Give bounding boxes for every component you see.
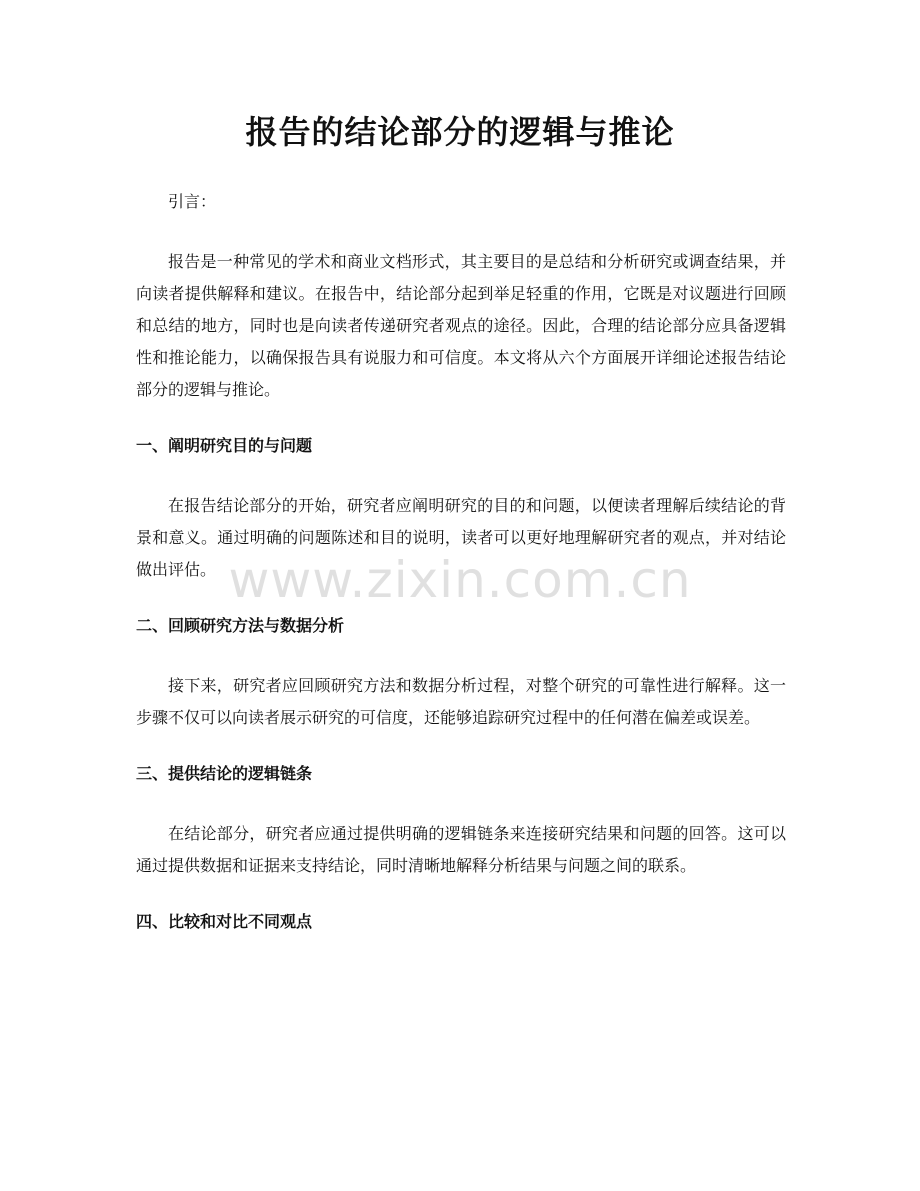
intro-paragraph: 报告是一种常见的学术和商业文档形式，其主要目的是总结和分析研究或调查结果，并向读者提供解释和建议。在报告中，结论部分起到举足轻重的作用，它既是对议题进行回顾和总结的地方，同时也是向读者传递研究者观点的途径。因此，合理的结论部分应具备逻辑性和推论能力，以确保报告具有说服力和可信度。本文将从六个方面展开详细论述报告结论部分的逻辑与推论。: [136, 252, 786, 399]
section-3-paragraph: 在结论部分，研究者应通过提供明确的逻辑链条来连接研究结果和问题的回答。这可以通过提供数据和证据来支持结论，同时清晰地解释分析结果与问题之间的联系。: [136, 824, 786, 875]
section-1-heading: 一、阐明研究目的与问题: [136, 436, 313, 455]
watermark: www.zixin.com.cn: [228, 551, 692, 609]
section-3-heading: 三、提供结论的逻辑链条: [136, 764, 313, 783]
section-1-paragraph: 在报告结论部分的开始，研究者应阐明研究的目的和问题，以便读者理解后续结论的背景和意义。通过明确的问题陈述和目的说明，读者可以更好地理解研究者的观点，并对结论做出评估。: [136, 496, 786, 579]
intro-label: 引言：: [168, 192, 217, 211]
document-body: [136, 186, 786, 938]
section-4-heading: 四、比较和对比不同观点: [136, 912, 313, 931]
document-title: 报告的结论部分的逻辑与推论: [245, 113, 675, 151]
section-2-paragraph: 接下来，研究者应回顾研究方法和数据分析过程，对整个研究的可靠性进行解释。这一步骤不仅可以向读者展示研究的可信度，还能够追踪研究过程中的任何潜在偏差或误差。: [136, 676, 786, 727]
section-2-heading: 二、回顾研究方法与数据分析: [136, 616, 345, 635]
